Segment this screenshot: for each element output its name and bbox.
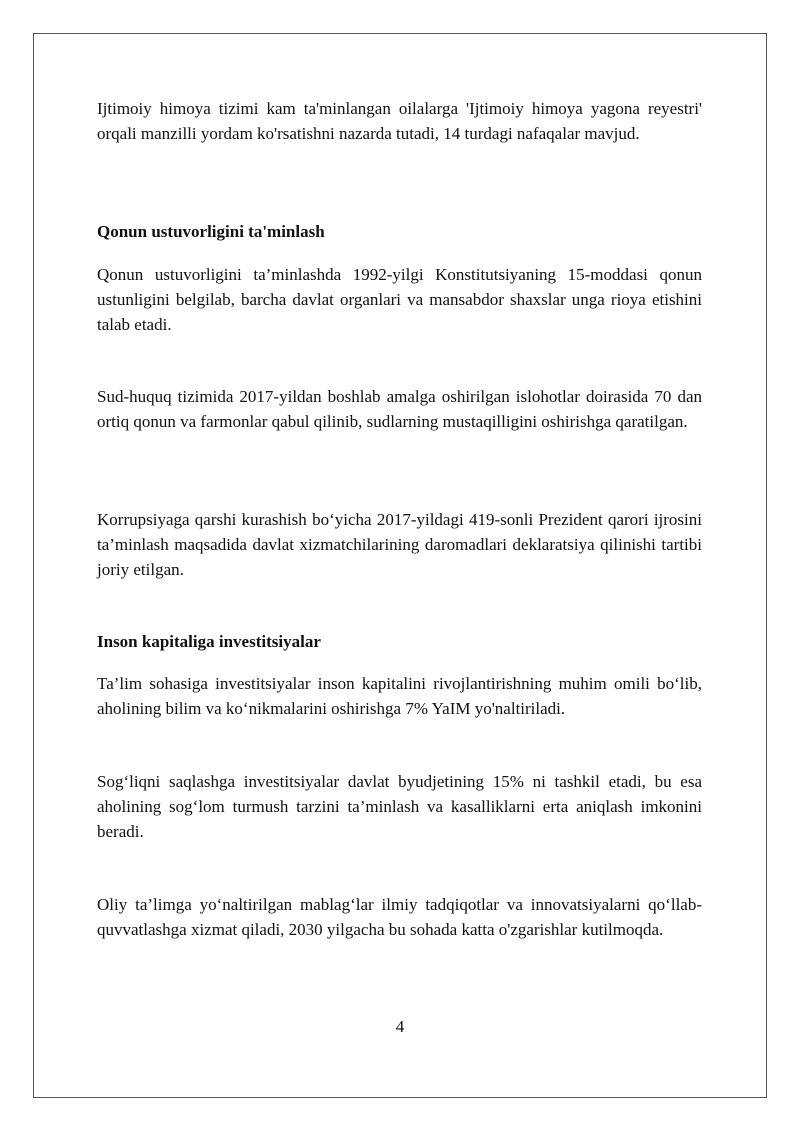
paragraph-judicial-reform: Sud-huquq tizimida 2017-yildan boshlab amalga oshirilgan islohotlar doirasida 70 dan ortiq qonun va farmonlar qabul qilinib, sudlarning mustaqilligini oshirishga qaratilgan. <box>97 387 702 431</box>
paragraph-anti-corruption: Korrupsiyaga qarshi kurashish bo‘yicha 2017-yildagi 419-sonli Prezident qarori ijrosini ta’minlash maqsadida davlat xizmatchilarining daromadlari deklaratsiya qilinishi tartibi joriy etilgan. <box>97 510 702 579</box>
paragraph-social-protection: Ijtimoiy himoya tizimi kam ta'minlangan oilalarga 'Ijtimoiy himoya yagona reyestri' orqali manzilli yordam ko'rsatishni nazarda tutadi, 14 turdagi nafaqalar mavjud. <box>97 99 702 143</box>
paragraph-healthcare: Sog‘liqni saqlashga investitsiyalar davlat byudjetining 15% ni tashkil etadi, bu esa aholining sog‘lom turmush tarzini ta’minlash va kasalliklarni erta aniqlash imkonini beradi. <box>97 772 702 841</box>
section-heading-rule-of-law: Qonun ustuvorligini ta'minlash <box>97 222 325 241</box>
paragraph-education: Ta’lim sohasiga investitsiyalar inson kapitalini rivojlantirishning muhim omili bo‘lib, aholining bilim va ko‘nikmalarini oshirishga 7% YaIM yo'naltiriladi. <box>97 674 702 718</box>
paragraph-higher-education: Oliy ta’limga yo‘naltirilgan mablag‘lar ilmiy tadqiqotlar va innovatsiyalarni qo‘llab-quvvatlashga xizmat qiladi, 2030 yilgacha bu sohada katta o'zgarishlar kutilmoqda. <box>97 895 702 939</box>
paragraph-constitution: Qonun ustuvorligini ta’minlashda 1992-yilgi Konstitutsiyaning 15-moddasi qonun ustunligini belgilab, barcha davlat organlari va mansabdor shaxslar unga rioya etishini talab etadi. <box>97 265 702 334</box>
section-heading-human-capital: Inson kapitaliga investitsiyalar <box>97 632 321 651</box>
page-number: 4 <box>395 1017 405 1036</box>
